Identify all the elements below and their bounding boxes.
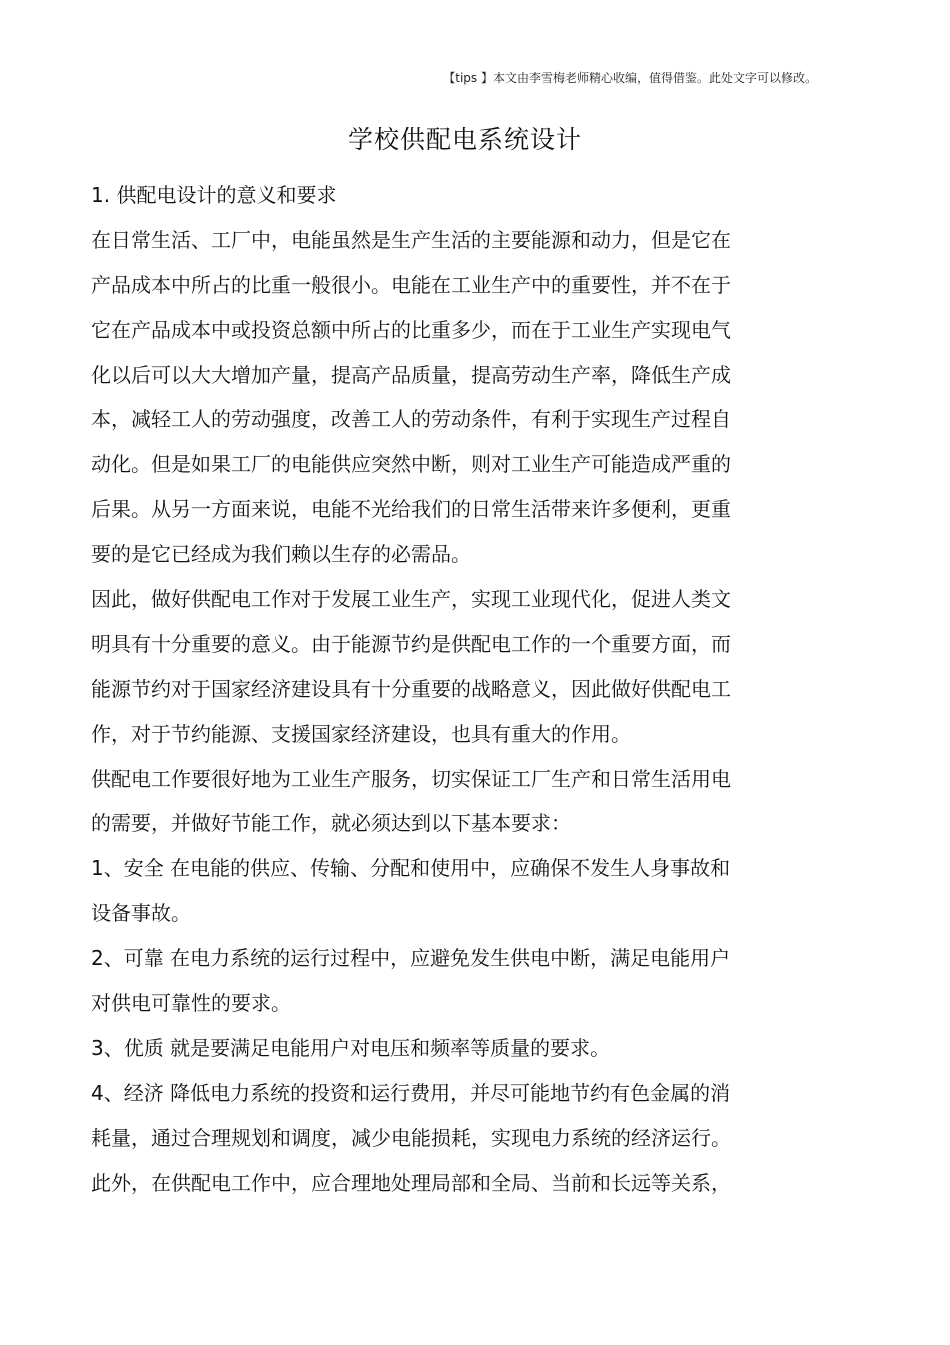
text-line: 化以后可以大大增加产量，提高产品质量，提高劳动生产率，降低生产成 <box>91 362 731 387</box>
text-line: 作，对于节约能源、支援国家经济建设，也具有重大的作用。 <box>91 721 631 746</box>
body-text <box>91 177 801 1209</box>
text-line: 此外，在供配电工作中，应合理地处理局部和全局、当前和长远等关系， <box>91 1170 731 1195</box>
text-line: 要的是它已经成为我们赖以生存的必需品。 <box>91 542 471 567</box>
text-line: 明具有十分重要的意义。由于能源节约是供配电工作的一个重要方面，而 <box>91 631 731 656</box>
text-line: 对供电可靠性的要求。 <box>91 991 291 1016</box>
text-line: 产品成本中所占的比重一般很小。电能在工业生产中的重要性，并不在于 <box>91 272 731 297</box>
text-line: 能源节约对于国家经济建设具有十分重要的战略意义，因此做好供配电工 <box>91 676 731 701</box>
text-line: 本，减轻工人的劳动强度，改善工人的劳动条件，有利于实现生产过程自 <box>91 407 731 432</box>
text-line: 在日常生活、工厂中，电能虽然是生产生活的主要能源和动力，但是它在 <box>91 227 731 252</box>
section-heading: 1. 供配电设计的意义和要求 <box>91 183 337 207</box>
tips-note: 【tips 】本文由李雪梅老师精心收编，值得借鉴。此处文字可以修改。 <box>443 71 817 85</box>
text-line: 后果。从另一方面来说，电能不光给我们的日常生活带来许多便利，更重 <box>91 497 731 522</box>
requirement-economy: 4、经济 降低电力系统的投资和运行费用，并尽可能地节约有色金属的消 <box>91 1080 731 1105</box>
text-line: 供配电工作要很好地为工业生产服务，切实保证工厂生产和日常生活用电 <box>91 766 731 791</box>
text-line: 动化。但是如果工厂的电能供应突然中断，则对工业生产可能造成严重的 <box>91 452 731 477</box>
requirement-safety: 1、安全 在电能的供应、传输、分配和使用中，应确保不发生人身事故和 <box>91 856 731 881</box>
text-line: 它在产品成本中或投资总额中所占的比重多少，而在于工业生产实现电气 <box>91 317 731 342</box>
requirement-reliability: 2、可靠 在电力系统的运行过程中，应避免发生供电中断，满足电能用户 <box>91 946 731 971</box>
document-title: 学校供配电系统设计 <box>347 125 582 154</box>
text-line: 设备事故。 <box>91 901 191 926</box>
text-line: 的需要，并做好节能工作，就必须达到以下基本要求： <box>91 811 571 836</box>
text-line: 耗量，通过合理规划和调度，减少电能损耗，实现电力系统的经济运行。 <box>91 1125 731 1150</box>
requirement-quality: 3、优质 就是要满足电能用户对电压和频率等质量的要求。 <box>91 1035 611 1060</box>
text-line: 因此，做好供配电工作对于发展工业生产，实现工业现代化，促进人类文 <box>91 587 731 612</box>
